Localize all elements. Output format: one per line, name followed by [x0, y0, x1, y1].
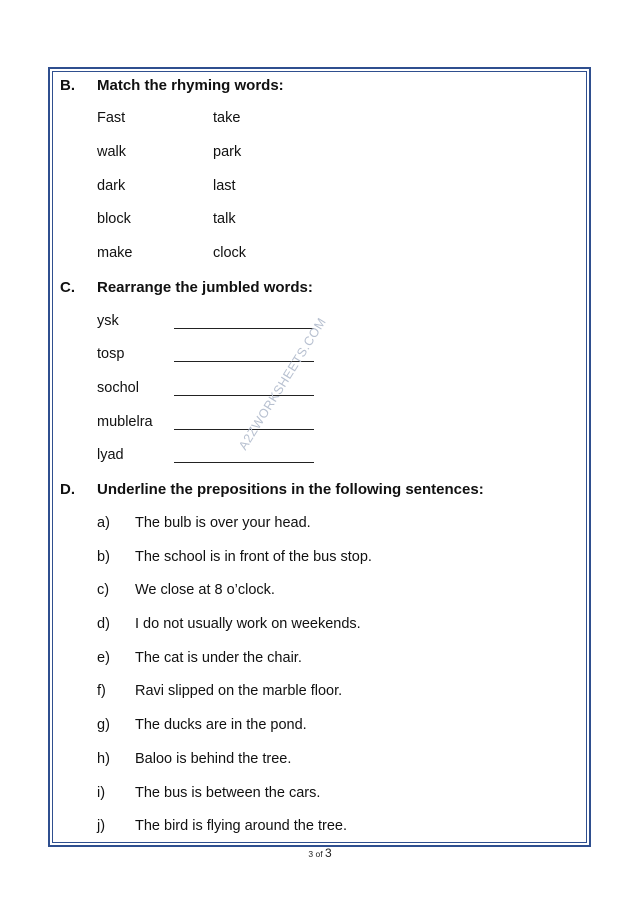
rhyme-left-word: make [97, 245, 133, 261]
answer-blank-line [174, 395, 314, 396]
sentence-label: g) [97, 717, 110, 733]
sentence-label: i) [97, 785, 106, 801]
rhyme-right-word: take [213, 110, 241, 126]
rhyme-left-word: Fast [97, 110, 126, 126]
rhyme-right-word: talk [213, 211, 236, 227]
page-border-inner [52, 71, 587, 843]
jumbled-word: mublelra [97, 414, 153, 430]
rhyme-left-word: walk [97, 144, 127, 160]
answer-blank-line [174, 462, 314, 463]
sentence-text: We close at 8 o’clock. [135, 582, 275, 598]
section-c-letter: C. [60, 279, 75, 296]
sentence-text: The ducks are in the pond. [135, 717, 307, 733]
page-number-of: 3 of [308, 849, 323, 859]
sentence-label: d) [97, 616, 110, 632]
section-b-letter: B. [60, 77, 75, 94]
page-number-total: 3 [324, 846, 332, 860]
sentence-label: a) [97, 515, 110, 531]
rhyme-right-word: park [213, 144, 242, 160]
jumbled-word: tosp [97, 346, 125, 362]
sentence-text: The bulb is over your head. [135, 515, 311, 531]
sentence-label: b) [97, 549, 110, 565]
sentence-text: I do not usually work on weekends. [135, 616, 361, 632]
sentence-text: The bus is between the cars. [135, 785, 321, 801]
rhyme-right-word: clock [213, 245, 247, 261]
rhyme-left-word: block [97, 211, 131, 227]
section-d-title: Underline the prepositions in the following sentences: [97, 481, 484, 498]
sentence-text: Ravi slipped on the marble floor. [135, 683, 343, 699]
jumbled-word: ysk [97, 313, 119, 329]
page-number [0, 846, 640, 860]
rhyme-right-word: last [213, 178, 236, 194]
sentence-label: h) [97, 751, 110, 767]
sentence-text: The bird is flying around the tree. [135, 818, 347, 834]
rhyme-left-word: dark [97, 178, 126, 194]
watermark-text: A2ZWORKSHEETS.COM [236, 315, 329, 453]
sentence-label: f) [97, 683, 106, 699]
answer-blank-line [174, 328, 314, 329]
jumbled-word: lyad [97, 447, 124, 463]
section-d-letter: D. [60, 481, 75, 498]
sentence-text: Baloo is behind the tree. [135, 751, 292, 767]
jumbled-word: sochol [97, 380, 139, 396]
sentence-text: The cat is under the chair. [135, 650, 302, 666]
sentence-label: e) [97, 650, 110, 666]
sentence-label: j) [97, 818, 106, 834]
section-b-title: Match the rhyming words: [97, 77, 284, 94]
section-c-title: Rearrange the jumbled words: [97, 279, 313, 296]
sentence-text: The school is in front of the bus stop. [135, 549, 372, 565]
sentence-label: c) [97, 582, 110, 598]
